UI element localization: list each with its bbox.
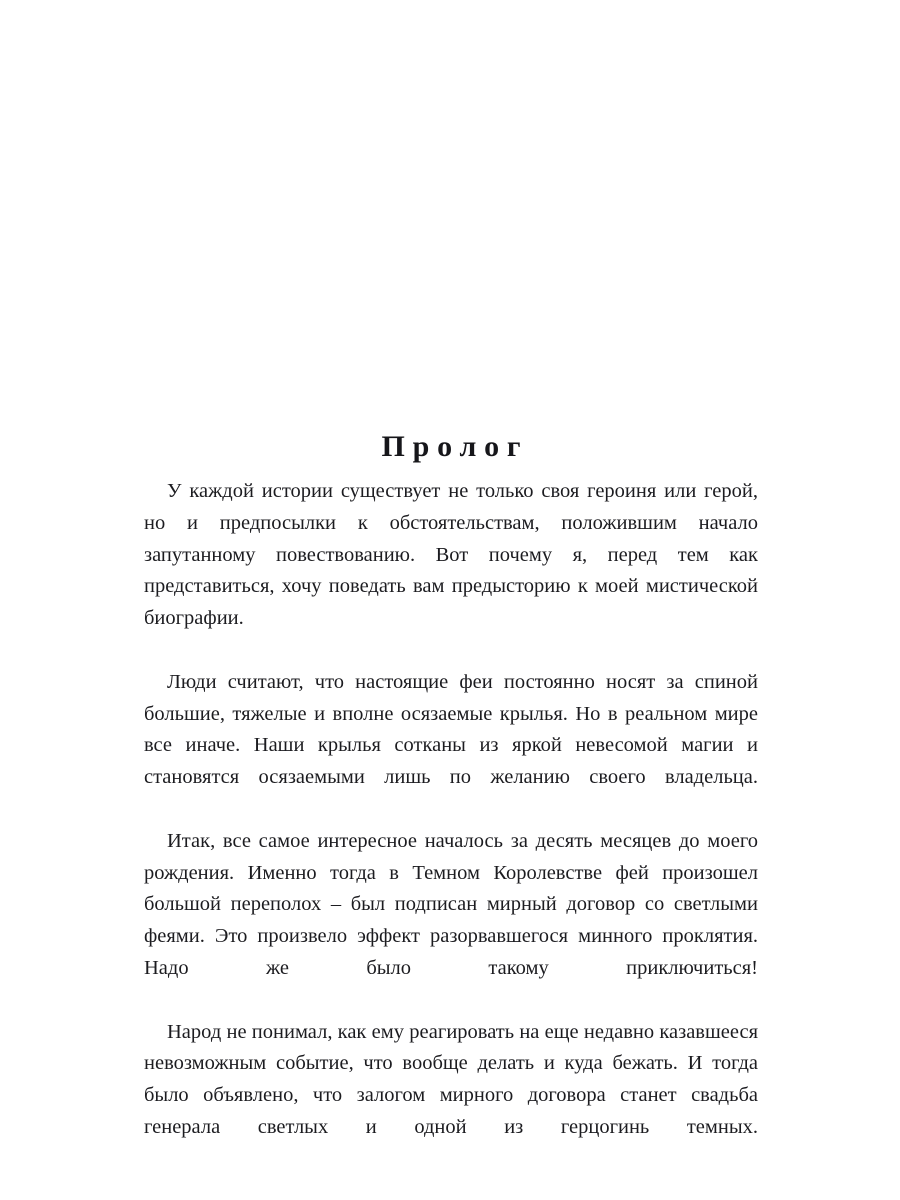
paragraph: У каждой истории существует не только своя героиня или герой, но и предпосылки к обстоятельствам, положившим начало запутанному повествованию. Вот почему я, перед тем как представиться, хочу поведать вам предысторию к моей мистической биографии.	[144, 480, 758, 630]
paragraph: Народ не понимал, как ему реагировать на еще недавно казавшееся невозможным событие, что вообще делать и куда бежать. И тогда было объявлено, что залогом мирного договора станет свадьба генерала светлых и одной из герцогинь темных.	[144, 1020, 758, 1138]
paragraph: Люди считают, что настоящие феи постоянно носят за спиной большие, тяжелые и вполне осязаемые крылья. Но в реальном мире все иначе. Наши крылья сотканы из яркой невесомой магии и становятся осязаемыми лишь по желанию своего владельца.	[144, 670, 758, 789]
text-column	[144, 0, 758, 1200]
body-text	[144, 476, 758, 1176]
paragraph: Итак, все самое интересное началось за десять месяцев до моего рождения. Именно тогда в Темном Королевстве фей произошел большой переполох – был подписан мирный договор со светлыми феями. Это произвело эффект разорвавшегося минного проклятия. Надо же было такому приключиться!	[144, 829, 758, 979]
chapter-heading: Пролог	[381, 430, 529, 464]
